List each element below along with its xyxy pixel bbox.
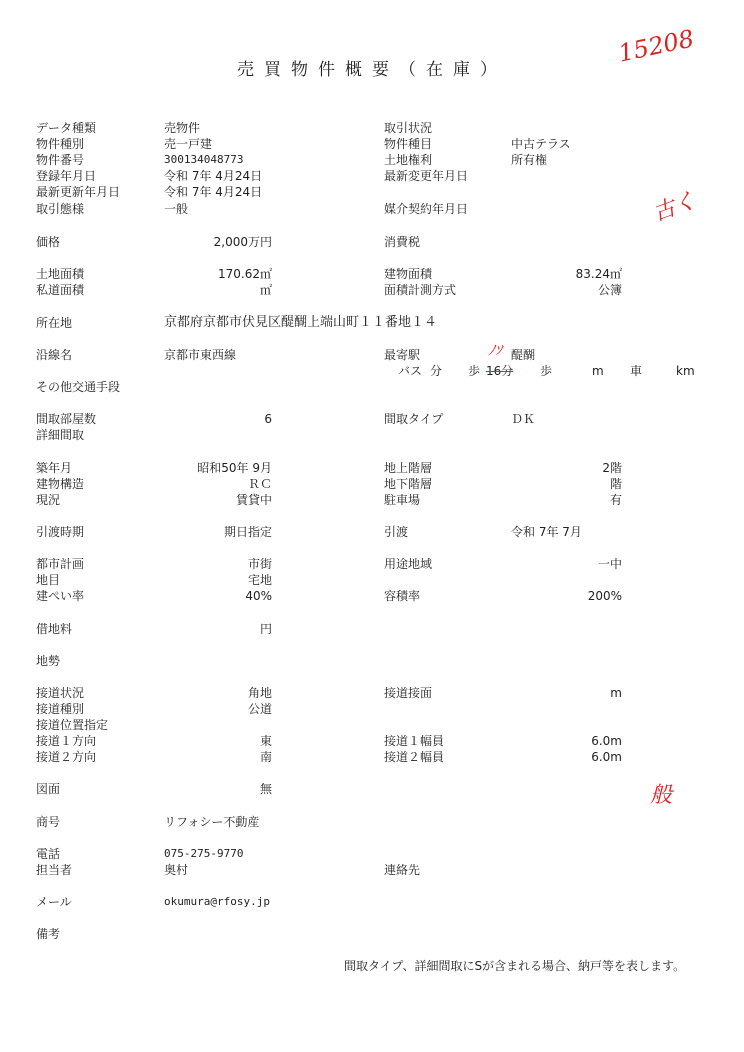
road-status-label: 接道状況	[36, 686, 85, 700]
lease-value: 円	[259, 622, 272, 636]
tax-label: 消費税	[384, 235, 421, 249]
car-label: 車	[630, 364, 643, 378]
rooms-label: 間取部屋数	[36, 412, 97, 426]
far-value: 200%	[587, 589, 622, 603]
address-value: 京都府京都市伏見区醍醐上端山町１１番地１４	[164, 315, 438, 330]
prop-item-value: 中古テラス	[511, 137, 571, 151]
handwritten-number: 15208	[615, 24, 697, 68]
land-right-value: 所有権	[511, 153, 548, 167]
chg-date-label: 最新変更年月日	[384, 169, 469, 183]
company-value: リフォシー不動産	[164, 815, 260, 829]
phone-label: 電話	[36, 847, 61, 861]
trade-status-label: 取引状況	[384, 121, 433, 135]
company-label: 商号	[36, 815, 61, 829]
bus-label: バス	[398, 364, 423, 378]
handover-value: 令和 7年 7月	[511, 525, 582, 539]
deal-label: 取引態様	[36, 202, 85, 216]
layout-type-value: ＤＫ	[511, 412, 536, 426]
land-area-value: 170.62㎡	[218, 267, 272, 281]
data-type-value: 売物件	[164, 121, 201, 135]
road1-width-label: 接道１幅員	[384, 734, 445, 748]
handwritten-mark: ﾉｿ	[488, 343, 502, 359]
layout-detail-label: 詳細間取	[36, 428, 85, 442]
prop-type-value: 売一戸建	[164, 137, 213, 151]
floors-above-label: 地上階層	[384, 461, 433, 475]
lease-label: 借地料	[36, 622, 73, 636]
road-status-value: 角地	[247, 686, 272, 700]
road-type-label: 接道種別	[36, 702, 85, 716]
road1-dir-value: 東	[259, 734, 272, 748]
station-label: 最寄駅	[384, 348, 421, 362]
handwritten-note-general: 般	[650, 783, 673, 808]
city-plan-value: 市街	[247, 557, 272, 571]
handover-label: 引渡	[384, 525, 409, 539]
footnote: 間取タイプ、詳細間取にSが含まれる場合、納戸等を表します。	[344, 959, 686, 973]
staff-value: 奥村	[164, 863, 189, 877]
mail-value: okumura@rfosy.jp	[164, 895, 270, 908]
km-unit: km	[676, 364, 695, 378]
reg-date-label: 登録年月日	[36, 169, 97, 183]
floors-below-value: 階	[609, 477, 622, 491]
road1-dir-label: 接道１方向	[36, 734, 97, 748]
area-method-value: 公簿	[597, 283, 622, 297]
far-label: 容積率	[384, 589, 421, 603]
land-right-label: 土地権利	[384, 153, 433, 167]
address-label: 所在地	[36, 316, 73, 330]
deal-value: 一般	[164, 202, 189, 216]
parking-label: 駐車場	[384, 493, 421, 507]
handover-time-value: 期日指定	[223, 525, 272, 539]
prop-item-label: 物件種目	[384, 137, 433, 151]
drawing-label: 図面	[36, 782, 61, 796]
bldg-area-value: 83.24㎡	[575, 267, 622, 281]
road-designation-label: 接道位置指定	[36, 718, 109, 732]
price-label: 価格	[36, 235, 61, 249]
reg-date-value: 令和 7年 4月24日	[164, 169, 263, 183]
line-value: 京都市東西線	[164, 348, 237, 362]
layout-type-label: 間取タイプ	[384, 412, 444, 426]
parking-value: 有	[609, 493, 622, 507]
coverage-label: 建ぺい率	[36, 589, 85, 603]
private-road-label: 私道面積	[36, 283, 85, 297]
remarks-label: 備考	[36, 927, 61, 941]
walk-value: 16分	[486, 364, 514, 378]
contact-label: 連絡先	[384, 863, 421, 877]
area-method-label: 面積計測方式	[384, 283, 457, 297]
station-value: 醍醐	[511, 348, 536, 362]
line-label: 沿線名	[36, 348, 73, 362]
land-cat-value: 宅地	[247, 573, 272, 587]
bus-minutes-unit: 分	[430, 364, 443, 378]
road1-width-value: 6.0m	[591, 734, 622, 748]
floors-above-value: 2階	[602, 461, 622, 475]
zoning-value: 一中	[597, 557, 622, 571]
road-type-value: 公道	[247, 702, 272, 716]
coverage-value: 40%	[245, 589, 272, 603]
road2-dir-value: 南	[259, 750, 272, 764]
floors-below-label: 地下階層	[384, 477, 433, 491]
status-value: 賃貸中	[235, 493, 272, 507]
road-face-value: m	[610, 686, 622, 700]
built-label: 築年月	[36, 461, 73, 475]
data-type-label: データ種類	[36, 121, 97, 135]
private-road-value: ㎡	[259, 283, 272, 297]
prop-no-value: 300134048773	[164, 153, 244, 166]
bldg-area-label: 建物面積	[384, 267, 433, 281]
upd-date-label: 最新更新年月日	[36, 185, 121, 199]
rooms-value: 6	[264, 412, 272, 426]
walk-label: 歩	[468, 364, 481, 378]
city-plan-label: 都市計画	[36, 557, 85, 571]
terrain-label: 地勢	[36, 654, 61, 668]
prop-no-label: 物件番号	[36, 153, 85, 167]
handover-time-label: 引渡時期	[36, 525, 85, 539]
phone-value: 075-275-9770	[164, 847, 244, 860]
prop-type-label: 物件種別	[36, 137, 85, 151]
road-face-label: 接道接面	[384, 686, 433, 700]
walk2-label: 歩	[540, 364, 553, 378]
road2-dir-label: 接道２方向	[36, 750, 97, 764]
meter-unit: m	[592, 364, 604, 378]
staff-label: 担当者	[36, 863, 73, 877]
land-cat-label: 地目	[36, 573, 61, 587]
structure-label: 建物構造	[36, 477, 85, 491]
handwritten-note-right: 古く	[649, 188, 700, 227]
built-value: 昭和50年 9月	[197, 461, 272, 475]
status-label: 現況	[36, 493, 61, 507]
drawing-value: 無	[259, 782, 272, 796]
road2-width-label: 接道２幅員	[384, 750, 445, 764]
broker-date-label: 媒介契約年月日	[384, 202, 469, 216]
zoning-label: 用途地域	[384, 557, 433, 571]
land-area-label: 土地面積	[36, 267, 85, 281]
document-title: 売買物件概要（在庫）	[237, 60, 507, 80]
mail-label: メール	[36, 895, 72, 909]
other-transport-label: その他交通手段	[36, 380, 121, 394]
road2-width-value: 6.0m	[591, 750, 622, 764]
upd-date-value: 令和 7年 4月24日	[164, 185, 263, 199]
structure-value: ＲＣ	[247, 477, 272, 491]
price-value: 2,000万円	[213, 235, 272, 249]
